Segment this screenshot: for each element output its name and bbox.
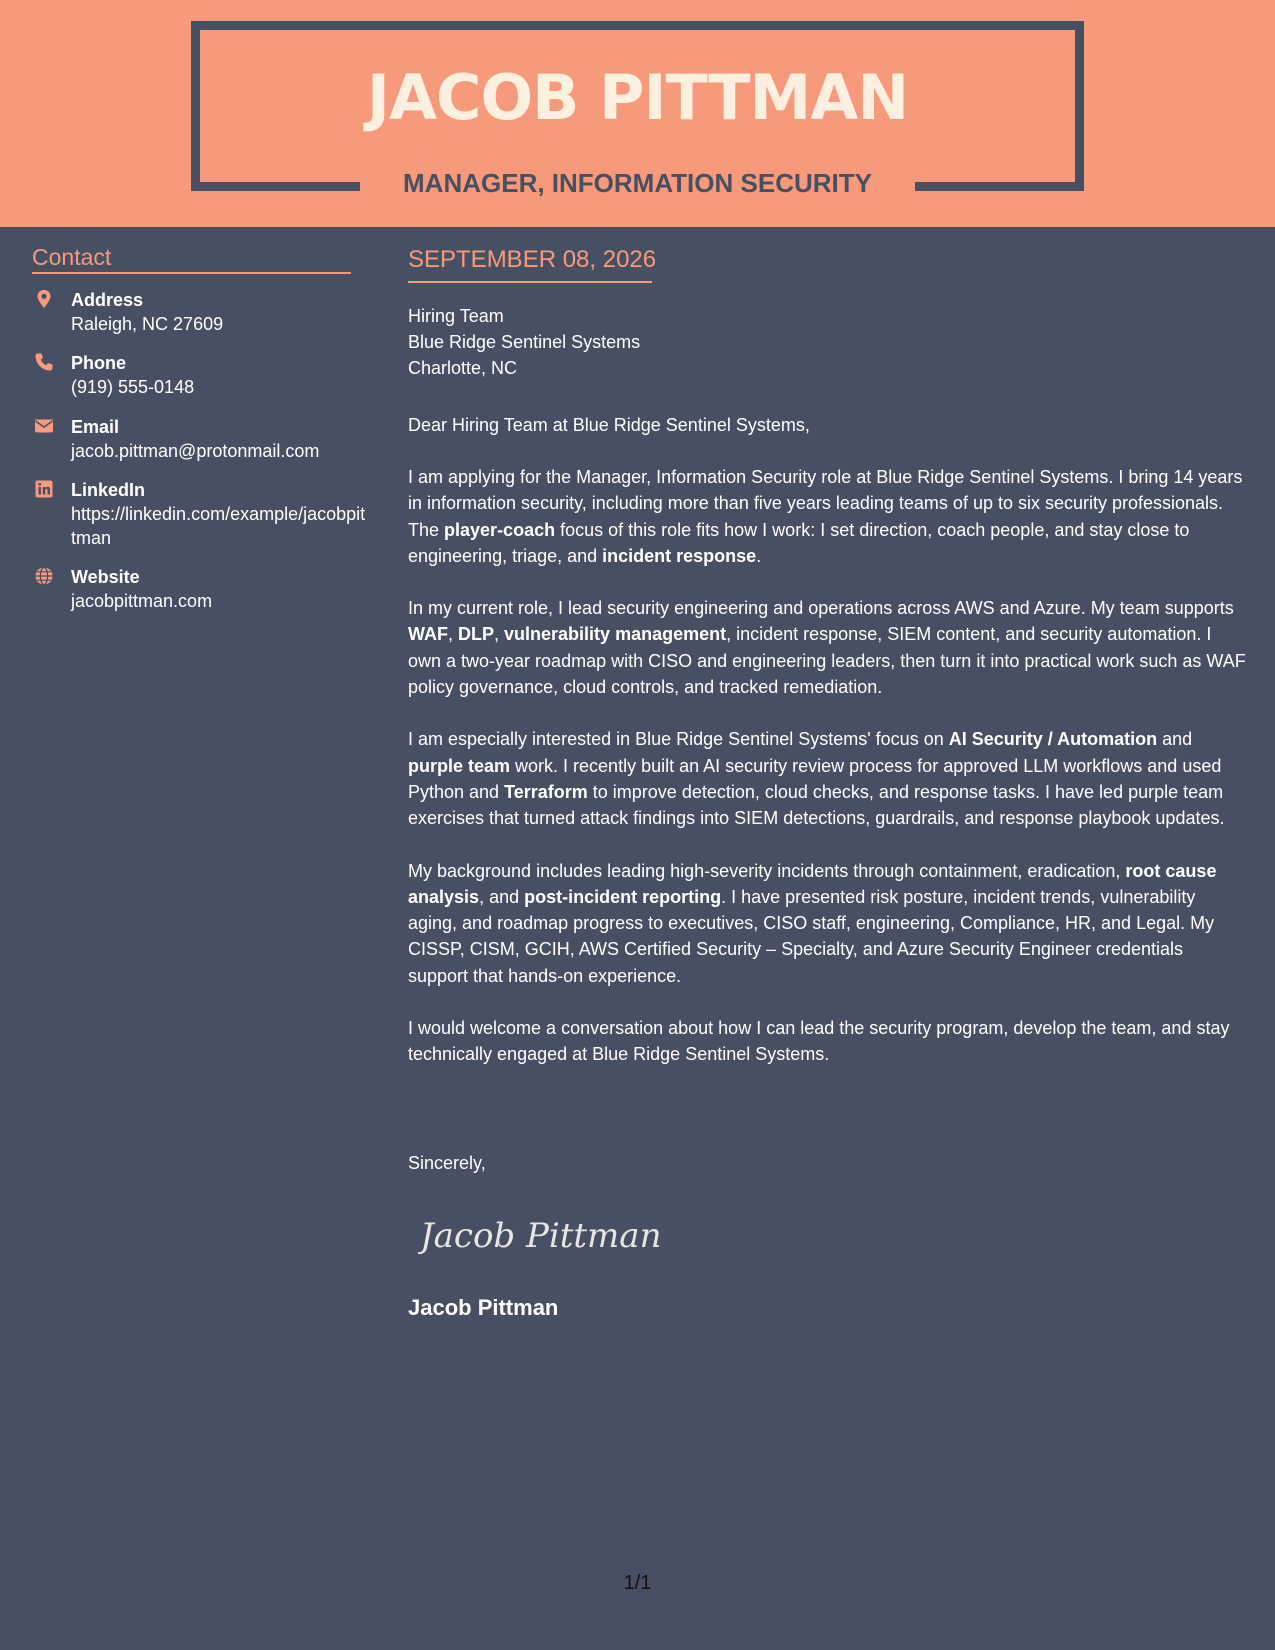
letter-paragraph <box>408 464 1248 569</box>
text-run: . I have presented risk posture, incident trends, vulnerability aging, and roadmap progress to executives, CISO staff, engineering, Compliance, HR, and Legal. My CISSP, CISM, GCIH, AWS Certified Security – Specialty, and Azure Security Engineer credentials support that hands-on experience. <box>408 886 1215 986</box>
letter-date: SEPTEMBER 08, 2026 <box>408 246 657 273</box>
envelope-icon <box>34 416 54 436</box>
text-run: , <box>448 624 459 645</box>
contact-heading: Contact <box>32 244 112 270</box>
emphasis-text: post-incident reporting <box>524 886 722 907</box>
emphasis-text: player-coach <box>444 519 556 540</box>
contact-value: https://linkedin.com/example/jacobpittman <box>71 504 366 548</box>
header-frame <box>1075 21 1084 191</box>
text-run: My background includes leading high-severity incidents through containment, eradication, <box>408 860 1126 881</box>
divider <box>408 281 652 283</box>
emphasis-text: Terraform <box>504 781 588 802</box>
contact-value: (919) 555-0148 <box>71 377 195 397</box>
text-run: , incident response, SIEM content, and security automation. I own a two-year roadmap with CISO and engineering leaders, then turn it into practical work such as WAF policy governance, cloud controls, and tracked remediation. <box>408 624 1246 698</box>
contact-value: jacob.pittman@protonmail.com <box>71 441 320 461</box>
text-run: and <box>1157 729 1193 750</box>
signature-text: Jacob Pittman <box>420 1216 662 1256</box>
contact-value: Raleigh, NC 27609 <box>71 314 224 334</box>
recipient-block <box>408 303 640 381</box>
signature <box>418 1205 678 1265</box>
text-run: I am especially interested in Blue Ridge Sentinel Systems' focus on <box>408 729 949 750</box>
text-run: , <box>494 624 505 645</box>
contact-label: Phone <box>71 353 127 373</box>
text-run: focus of this role fits how I work: I set direction, coach people, and stay close to engineering, triage, and <box>408 519 1190 566</box>
text-run: In my current role, I lead security engineering and operations across AWS and Azure. My team supports <box>408 598 1234 619</box>
contact-label: LinkedIn <box>71 480 146 500</box>
page-number: 1/1 <box>623 1572 652 1594</box>
text-run: I would welcome a conversation about how I can lead the security program, develop the team, and stay technically engaged at Blue Ridge Sentinel Systems. <box>408 1018 1230 1065</box>
header-frame <box>191 21 200 191</box>
header-banner <box>0 0 1275 227</box>
header-frame <box>191 182 360 191</box>
emphasis-text: root cause analysis <box>408 860 1217 907</box>
candidate-name: JACOB PITTMAN <box>366 61 909 134</box>
linkedin-icon <box>34 479 54 499</box>
job-title: MANAGER, INFORMATION SECURITY <box>403 168 872 198</box>
letter-paragraph <box>408 595 1248 700</box>
letter-body <box>408 464 1248 1094</box>
contact-value: jacobpittman.com <box>71 591 213 611</box>
phone-icon <box>34 352 54 372</box>
emphasis-text: WAF <box>408 624 448 645</box>
letter-paragraph <box>408 1015 1248 1068</box>
divider <box>32 272 351 274</box>
text-run: to improve detection, cloud checks, and response tasks. I have led purple team exercises that turned attack findings into SIEM detections, guardrails, and response playbook updates. <box>408 781 1225 829</box>
globe-icon <box>34 566 54 586</box>
contact-label: Website <box>71 567 140 587</box>
text-run: , and <box>479 886 525 907</box>
contact-label: Email <box>71 417 120 437</box>
emphasis-text: vulnerability management <box>504 624 727 645</box>
header-frame <box>191 21 1084 30</box>
emphasis-text: purple team <box>408 755 511 776</box>
text-run: work. I recently built an AI security review process for approved LLM workflows and used Python and <box>408 755 1222 802</box>
letter-paragraph <box>408 858 1248 989</box>
signoff-name: Jacob Pittman <box>408 1295 559 1320</box>
map-pin-icon <box>34 289 54 309</box>
emphasis-text: incident response <box>602 545 757 566</box>
recipient-line: Blue Ridge Sentinel Systems <box>408 332 641 352</box>
emphasis-text: AI Security / Automation <box>948 729 1158 750</box>
letter-paragraph <box>408 726 1248 831</box>
contact-label: Address <box>71 290 144 310</box>
text-run: . <box>756 545 762 566</box>
recipient-line: Hiring Team <box>408 306 504 326</box>
emphasis-text: DLP <box>458 624 495 645</box>
recipient-line: Charlotte, NC <box>408 358 518 378</box>
salutation: Dear Hiring Team at Blue Ridge Sentinel Systems, <box>408 415 810 435</box>
closing: Sincerely, <box>408 1153 486 1173</box>
text-run: I am applying for the Manager, Information Security role at Blue Ridge Sentinel Systems. I bring 14 years in information security, including more than five years leading teams of up to six security professionals. The <box>408 467 1243 540</box>
header-frame <box>915 182 1084 191</box>
